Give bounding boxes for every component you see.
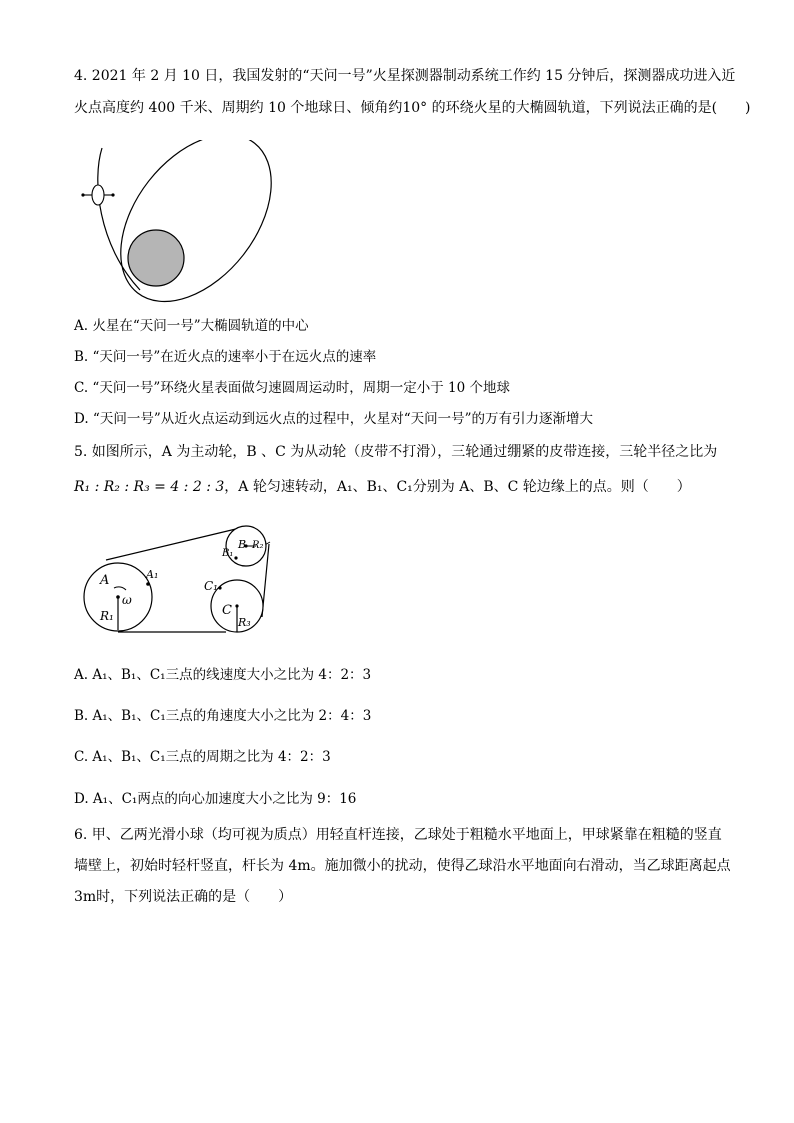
- q5-option-c: C. A₁、B₁、C₁三点的周期之比为 4：2：3: [74, 749, 331, 765]
- q6-stem-line-1: 6. 甲、乙两光滑小球（均可视为质点）用轻直杆连接，乙球处于粗糙水平地面上，甲球紧靠在粗糙的竖直: [74, 827, 722, 843]
- label-r2: R₂: [252, 540, 264, 551]
- q5-option-b: B. A₁、B₁、C₁三点的角速度大小之比为 2：4：3: [74, 708, 372, 724]
- radius-ratio-formula: R₁ : R₂ : R₃ = 4 : 2 : 3: [74, 479, 225, 495]
- label-a1: A₁: [146, 568, 159, 581]
- belt-pulley-figure: [80, 522, 275, 642]
- mars-planet: [128, 230, 184, 286]
- point-a1: [146, 582, 150, 586]
- q5-stem-line-2-text: ，A 轮匀速转动，A₁、B₁、C₁分别为 A、B、C 轮边缘上的点。则（ ）: [224, 479, 691, 495]
- label-r3: R₃: [238, 616, 251, 629]
- q4-option-d: D. “天问一号”从近火点运动到远火点的过程中，火星对“天问一号”的万有引力逐渐增大: [74, 411, 594, 427]
- q4-stem-line-1: 4. 2021 年 2 月 10 日，我国发射的“天问一号”火星探测器制动系统工作约 15 分钟后，探测器成功进入近: [74, 68, 736, 84]
- belt-top: [106, 528, 240, 560]
- elliptical-orbit: [90, 140, 278, 305]
- q5-stem-line-1: 5. 如图所示，A 为主动轮，B 、C 为从动轮（皮带不打滑），三轮通过绷紧的皮带连接，三轮半径之比为: [74, 444, 718, 460]
- probe-icon: [81, 185, 114, 205]
- label-c: C: [222, 603, 232, 618]
- q4-option-a: A. 火星在“天问一号”大椭圆轨道的中心: [74, 318, 309, 334]
- label-a: A: [100, 573, 110, 588]
- q5-stem-line-2: [74, 477, 691, 497]
- point-b1: [234, 556, 237, 559]
- q6-stem-line-2: 墙壁上，初始时轻杆竖直，杆长为 4m。施加微小的扰动，使得乙球沿水平地面向右滑动，当乙球距离起点: [74, 858, 731, 874]
- q5-option-a: A. A₁、B₁、C₁三点的线速度大小之比为 4：2：3: [74, 667, 372, 683]
- q5-option-d: D. A₁、C₁两点的向心加速度大小之比为 9：16: [74, 791, 357, 807]
- mars-orbit-figure: [78, 140, 278, 305]
- label-omega: ω: [122, 593, 132, 607]
- q4-stem-line-2: 火点高度约 400 千米、周期约 10 个地球日、倾角约10° 的环绕火星的大椭圆轨道，下列说法正确的是( ): [74, 100, 751, 116]
- q6-stem-line-3: 3m时，下列说法正确的是（ ）: [74, 889, 293, 905]
- label-r1: R₁: [100, 609, 114, 623]
- label-b: B: [238, 538, 247, 551]
- q4-option-b: B. “天问一号”在近火点的速率小于在远火点的速率: [74, 349, 377, 365]
- label-c1: C₁: [204, 579, 218, 593]
- q4-option-c: C. “天问一号”环绕火星表面做匀速圆周运动时，周期一定小于 10 个地球: [74, 380, 510, 396]
- label-b1: B₁: [222, 548, 234, 559]
- point-c1: [218, 586, 221, 589]
